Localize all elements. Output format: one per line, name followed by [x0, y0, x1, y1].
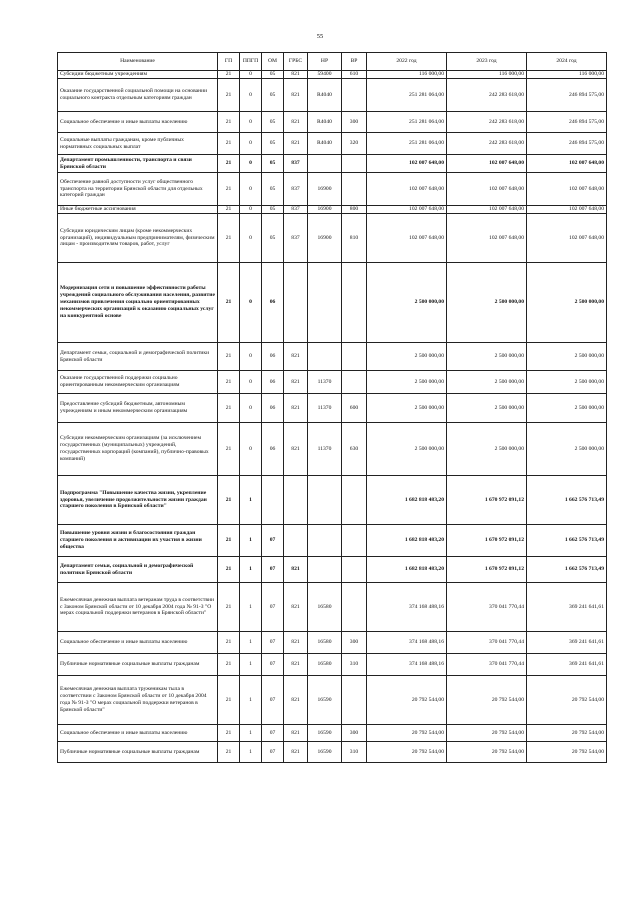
col-header: НР	[308, 53, 342, 71]
page-number: 55	[316, 33, 324, 40]
cell-grbs: 821	[284, 632, 308, 654]
table-row	[58, 214, 607, 263]
table-row	[58, 79, 607, 112]
cell-y2023: 242 283 618,00	[447, 79, 527, 112]
cell-grbs: 821	[284, 676, 308, 725]
cell-ppgp: 0	[240, 206, 262, 214]
cell-nr: 16900	[308, 173, 342, 206]
cell-vr	[342, 476, 367, 525]
cell-grbs: 821	[284, 725, 308, 742]
cell-y2024: 369 241 641,61	[527, 632, 607, 654]
cell-name: Социальное обеспечение и иные выплаты населению	[58, 112, 218, 133]
cell-name: Публичные нормативные социальные выплаты гражданам	[58, 742, 218, 763]
cell-grbs: 821	[284, 394, 308, 423]
cell-vr: 810	[342, 214, 367, 263]
cell-nr	[308, 557, 342, 583]
cell-om: 07	[262, 676, 284, 725]
cell-nr: 16580	[308, 632, 342, 654]
cell-vr: 300	[342, 725, 367, 742]
col-header: 2024 год	[527, 53, 607, 71]
cell-name: Социальное обеспечение и иные выплаты населению	[58, 632, 218, 654]
cell-vr	[342, 557, 367, 583]
cell-vr	[342, 155, 367, 173]
table-row	[58, 371, 607, 394]
col-header: ВР	[342, 53, 367, 71]
cell-y2024: 20 792 544,00	[527, 742, 607, 763]
cell-y2022: 2 500 000,00	[367, 343, 447, 371]
cell-ppgp: 0	[240, 371, 262, 394]
cell-grbs: 821	[284, 371, 308, 394]
table-row	[58, 263, 607, 343]
cell-gp: 21	[218, 632, 240, 654]
cell-gp: 21	[218, 112, 240, 133]
cell-grbs: 821	[284, 71, 308, 79]
col-header: ППГП	[240, 53, 262, 71]
cell-y2023: 1 670 972 091,12	[447, 557, 527, 583]
cell-om: 06	[262, 263, 284, 343]
cell-nr: 59400	[308, 71, 342, 79]
cell-grbs: 821	[284, 654, 308, 676]
table-row	[58, 173, 607, 206]
cell-y2024: 116 000,00	[527, 71, 607, 79]
cell-y2024: 1 662 576 713,49	[527, 557, 607, 583]
cell-y2024: 246 894 575,00	[527, 112, 607, 133]
cell-ppgp: 0	[240, 343, 262, 371]
cell-gp: 21	[218, 394, 240, 423]
cell-y2024: 102 007 648,00	[527, 155, 607, 173]
cell-grbs: 837	[284, 214, 308, 263]
cell-nr	[308, 263, 342, 343]
cell-vr	[342, 173, 367, 206]
cell-name: Субсидии некоммерческим организациям (за исключением государственных (муниципальных) учреждений, государственных корпораций (компаний), публично-правовых компаний)	[58, 423, 218, 476]
cell-vr	[342, 79, 367, 112]
cell-nr: 11370	[308, 371, 342, 394]
cell-name: Социальное обеспечение и иные выплаты населению	[58, 725, 218, 742]
cell-y2022: 374 168 488,16	[367, 654, 447, 676]
cell-nr: 11370	[308, 423, 342, 476]
cell-gp: 21	[218, 557, 240, 583]
cell-name: Социальные выплаты гражданам, кроме публичных нормативных социальных выплат	[58, 133, 218, 155]
cell-y2024: 369 241 641,61	[527, 583, 607, 632]
cell-gp: 21	[218, 214, 240, 263]
cell-y2022: 102 007 648,00	[367, 214, 447, 263]
cell-ppgp: 1	[240, 476, 262, 525]
cell-vr	[342, 583, 367, 632]
cell-vr: 630	[342, 423, 367, 476]
cell-grbs: 837	[284, 173, 308, 206]
cell-y2023: 102 007 648,00	[447, 206, 527, 214]
cell-nr: 16590	[308, 676, 342, 725]
cell-y2024: 2 500 000,00	[527, 371, 607, 394]
cell-ppgp: 1	[240, 632, 262, 654]
cell-y2023: 2 500 000,00	[447, 343, 527, 371]
cell-y2023: 102 007 648,00	[447, 173, 527, 206]
cell-name: Департамент семьи, социальной и демографической политики Брянской области	[58, 557, 218, 583]
cell-gp: 21	[218, 725, 240, 742]
cell-y2023: 370 041 770,44	[447, 632, 527, 654]
cell-grbs: 821	[284, 742, 308, 763]
cell-grbs: 821	[284, 112, 308, 133]
cell-y2022: 251 281 064,00	[367, 133, 447, 155]
cell-y2024: 2 500 000,00	[527, 263, 607, 343]
cell-y2023: 2 500 000,00	[447, 263, 527, 343]
cell-grbs: 821	[284, 343, 308, 371]
cell-y2023: 20 792 544,00	[447, 676, 527, 725]
col-header: 2023 год	[447, 53, 527, 71]
cell-om: 05	[262, 79, 284, 112]
cell-y2023: 20 792 544,00	[447, 725, 527, 742]
cell-name: Модернизация сети и повышение эффективности работы учреждений социального обслуживания населения, развитие механизмов привлечения социально ориентированных некоммерческих организаций к оказанию социальных услуг на конкурентной основе	[58, 263, 218, 343]
cell-om	[262, 476, 284, 525]
cell-nr	[308, 525, 342, 557]
cell-y2024: 246 894 575,00	[527, 79, 607, 112]
cell-y2024: 2 500 000,00	[527, 423, 607, 476]
cell-ppgp: 0	[240, 71, 262, 79]
cell-nr	[308, 343, 342, 371]
cell-y2023: 116 000,00	[447, 71, 527, 79]
cell-name: Субсидии бюджетным учреждениям	[58, 71, 218, 79]
cell-om: 07	[262, 742, 284, 763]
cell-y2024: 20 792 544,00	[527, 725, 607, 742]
table-row	[58, 206, 607, 214]
cell-om: 06	[262, 371, 284, 394]
cell-gp: 21	[218, 263, 240, 343]
cell-y2024: 2 500 000,00	[527, 343, 607, 371]
cell-vr: 800	[342, 206, 367, 214]
cell-y2024: 1 662 576 713,49	[527, 476, 607, 525]
table-row	[58, 133, 607, 155]
cell-y2024: 246 894 575,00	[527, 133, 607, 155]
cell-vr: 300	[342, 112, 367, 133]
cell-gp: 21	[218, 79, 240, 112]
cell-om: 06	[262, 343, 284, 371]
cell-ppgp: 0	[240, 79, 262, 112]
cell-om: 05	[262, 133, 284, 155]
cell-grbs: 821	[284, 423, 308, 476]
cell-y2022: 251 281 064,00	[367, 112, 447, 133]
cell-gp: 21	[218, 71, 240, 79]
table-row	[58, 476, 607, 525]
cell-nr: 11370	[308, 394, 342, 423]
cell-y2022: 102 007 648,00	[367, 155, 447, 173]
cell-ppgp: 1	[240, 557, 262, 583]
cell-y2022: 1 682 818 483,20	[367, 476, 447, 525]
cell-name: Предоставление субсидий бюджетным, автономным учреждениям и иным некоммерческим организациям	[58, 394, 218, 423]
cell-ppgp: 1	[240, 654, 262, 676]
cell-y2022: 102 007 648,00	[367, 173, 447, 206]
table-row	[58, 112, 607, 133]
cell-y2022: 374 168 488,16	[367, 583, 447, 632]
cell-y2023: 242 283 618,00	[447, 133, 527, 155]
cell-vr	[342, 371, 367, 394]
cell-gp: 21	[218, 676, 240, 725]
cell-y2022: 116 000,00	[367, 71, 447, 79]
cell-y2024: 2 500 000,00	[527, 394, 607, 423]
col-header: Наименование	[58, 53, 218, 71]
cell-y2023: 370 041 770,44	[447, 654, 527, 676]
cell-y2022: 2 500 000,00	[367, 371, 447, 394]
cell-gp: 21	[218, 583, 240, 632]
cell-om: 05	[262, 71, 284, 79]
col-header: ГП	[218, 53, 240, 71]
cell-om: 07	[262, 632, 284, 654]
cell-y2024: 369 241 641,61	[527, 654, 607, 676]
cell-nr: 16580	[308, 583, 342, 632]
cell-y2023: 242 283 618,00	[447, 112, 527, 133]
cell-gp: 21	[218, 343, 240, 371]
cell-gp: 21	[218, 742, 240, 763]
cell-om: 06	[262, 423, 284, 476]
cell-nr: 16590	[308, 725, 342, 742]
cell-nr: R4040	[308, 133, 342, 155]
cell-ppgp: 1	[240, 742, 262, 763]
budget-table	[57, 52, 607, 763]
cell-name: Публичные нормативные социальные выплаты гражданам	[58, 654, 218, 676]
cell-ppgp: 1	[240, 676, 262, 725]
cell-grbs	[284, 525, 308, 557]
cell-ppgp: 0	[240, 133, 262, 155]
cell-om: 07	[262, 583, 284, 632]
cell-ppgp: 0	[240, 423, 262, 476]
cell-gp: 21	[218, 423, 240, 476]
cell-om: 06	[262, 394, 284, 423]
cell-ppgp: 0	[240, 394, 262, 423]
cell-y2023: 2 500 000,00	[447, 394, 527, 423]
cell-ppgp: 0	[240, 214, 262, 263]
cell-ppgp: 1	[240, 583, 262, 632]
cell-vr: 610	[342, 71, 367, 79]
cell-grbs: 821	[284, 557, 308, 583]
cell-grbs: 821	[284, 133, 308, 155]
cell-gp: 21	[218, 173, 240, 206]
cell-om: 07	[262, 557, 284, 583]
cell-gp: 21	[218, 476, 240, 525]
col-header: ГРБС	[284, 53, 308, 71]
cell-y2023: 20 792 544,00	[447, 742, 527, 763]
cell-y2024: 102 007 648,00	[527, 206, 607, 214]
table-row	[58, 654, 607, 676]
cell-om: 05	[262, 112, 284, 133]
cell-nr: 16580	[308, 654, 342, 676]
cell-y2022: 1 682 818 483,20	[367, 525, 447, 557]
cell-y2022: 2 500 000,00	[367, 263, 447, 343]
cell-y2022: 1 682 818 483,20	[367, 557, 447, 583]
cell-y2023: 2 500 000,00	[447, 371, 527, 394]
cell-om: 05	[262, 206, 284, 214]
cell-grbs: 837	[284, 155, 308, 173]
cell-grbs: 821	[284, 79, 308, 112]
cell-vr: 310	[342, 654, 367, 676]
cell-name: Субсидии юридическим лицам (кроме некоммерческих организаций), индивидуальным предпринимателям, физическим лицам - производителям товаров, работ, услуг	[58, 214, 218, 263]
cell-y2023: 1 670 972 091,12	[447, 525, 527, 557]
col-header: ОМ	[262, 53, 284, 71]
cell-name: Повышение уровня жизни и благосостояния граждан старшего поколения и активизации их участия в жизни общества	[58, 525, 218, 557]
cell-nr: 16900	[308, 214, 342, 263]
table-row	[58, 155, 607, 173]
cell-gp: 21	[218, 525, 240, 557]
cell-om: 05	[262, 214, 284, 263]
cell-name: Департамент семьи, социальной и демографической политики Брянской области	[58, 343, 218, 371]
cell-nr: 16900	[308, 206, 342, 214]
cell-name: Ежемесячная денежная выплата ветеранам труда в соответствии с Законом Брянской области от 10 декабря 2004 года № 91-З "О мерах социальной поддержки ветеранов в Брянской области"	[58, 583, 218, 632]
table-row	[58, 676, 607, 725]
cell-y2022: 251 281 064,00	[367, 79, 447, 112]
cell-ppgp: 1	[240, 525, 262, 557]
header-row	[58, 53, 607, 71]
cell-name: Подпрограмма "Повышение качества жизни, укрепление здоровья, увеличение продолжительности жизни граждан старшего поколения в Брянской области"	[58, 476, 218, 525]
cell-grbs	[284, 476, 308, 525]
table-row	[58, 71, 607, 79]
cell-ppgp: 0	[240, 155, 262, 173]
cell-vr: 300	[342, 632, 367, 654]
cell-y2023: 102 007 648,00	[447, 214, 527, 263]
cell-gp: 21	[218, 654, 240, 676]
table-row	[58, 742, 607, 763]
cell-y2022: 20 792 544,00	[367, 725, 447, 742]
cell-name: Обеспечение равной доступности услуг общественного транспорта на территории Брянской области для отдельных категорий граждан	[58, 173, 218, 206]
cell-vr	[342, 343, 367, 371]
cell-om: 07	[262, 654, 284, 676]
cell-vr	[342, 676, 367, 725]
table-row	[58, 343, 607, 371]
cell-om: 07	[262, 525, 284, 557]
cell-y2022: 2 500 000,00	[367, 394, 447, 423]
cell-y2024: 20 792 544,00	[527, 676, 607, 725]
cell-ppgp: 0	[240, 173, 262, 206]
cell-name: Департамент промышленности, транспорта и связи Брянской области	[58, 155, 218, 173]
cell-nr	[308, 476, 342, 525]
table-row	[58, 557, 607, 583]
cell-nr: 16590	[308, 742, 342, 763]
table-row	[58, 394, 607, 423]
table-row	[58, 583, 607, 632]
cell-ppgp: 0	[240, 263, 262, 343]
cell-y2022: 20 792 544,00	[367, 676, 447, 725]
table-row	[58, 725, 607, 742]
cell-gp: 21	[218, 133, 240, 155]
cell-nr: R4040	[308, 79, 342, 112]
cell-name: Оказание государственной поддержки социально ориентированным некоммерческим организациям	[58, 371, 218, 394]
cell-vr	[342, 263, 367, 343]
cell-grbs: 821	[284, 583, 308, 632]
cell-ppgp: 1	[240, 725, 262, 742]
cell-vr: 320	[342, 133, 367, 155]
cell-y2024: 102 007 648,00	[527, 214, 607, 263]
cell-nr: R4040	[308, 112, 342, 133]
cell-grbs: 837	[284, 206, 308, 214]
cell-y2023: 370 041 770,44	[447, 583, 527, 632]
cell-y2022: 374 168 488,16	[367, 632, 447, 654]
cell-name: Оказание государственной социальной помощи на основании социального контракта отдельным категориям граждан	[58, 79, 218, 112]
col-header: 2022 год	[367, 53, 447, 71]
cell-om: 05	[262, 155, 284, 173]
cell-gp: 21	[218, 206, 240, 214]
table-row	[58, 525, 607, 557]
cell-vr: 600	[342, 394, 367, 423]
table-row	[58, 423, 607, 476]
cell-ppgp: 0	[240, 112, 262, 133]
cell-gp: 21	[218, 155, 240, 173]
cell-y2023: 102 007 648,00	[447, 155, 527, 173]
cell-y2023: 1 670 972 091,12	[447, 476, 527, 525]
cell-name: Иные бюджетные ассигнования	[58, 206, 218, 214]
cell-vr	[342, 525, 367, 557]
cell-gp: 21	[218, 371, 240, 394]
cell-grbs	[284, 263, 308, 343]
cell-y2023: 2 500 000,00	[447, 423, 527, 476]
cell-om: 07	[262, 725, 284, 742]
cell-om: 05	[262, 173, 284, 206]
table-row	[58, 632, 607, 654]
cell-y2024: 1 662 576 713,49	[527, 525, 607, 557]
cell-nr	[308, 155, 342, 173]
cell-vr: 310	[342, 742, 367, 763]
cell-name: Ежемесячная денежная выплата труженикам тыла в соответствии с Законом Брянской области от 10 декабря 2004 года № 91-З "О мерах социальной поддержки ветеранов в Брянской области"	[58, 676, 218, 725]
cell-y2024: 102 007 648,00	[527, 173, 607, 206]
cell-y2022: 102 007 648,00	[367, 206, 447, 214]
cell-y2022: 2 500 000,00	[367, 423, 447, 476]
cell-y2022: 20 792 544,00	[367, 742, 447, 763]
